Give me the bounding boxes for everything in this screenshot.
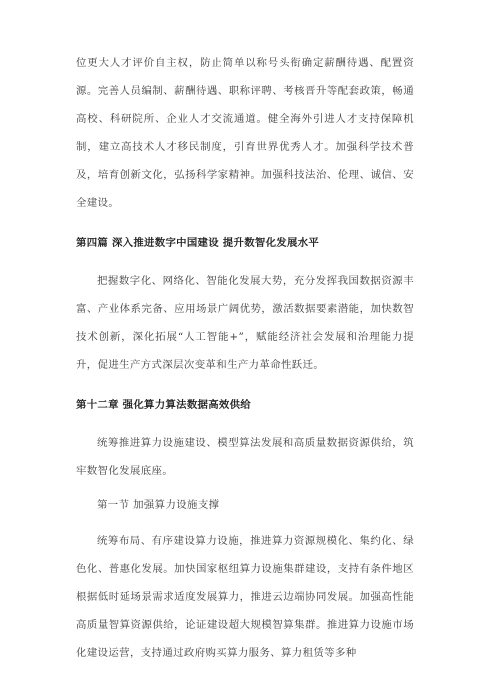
section-heading: 第一节 加强算力设施支撑 xyxy=(97,499,220,511)
paragraph-digital-china: 把握数字化、网络化、智能化发展大势，充分发挥我国数据资源丰富、产业体系完备、应用场景广阔优势，激活数据要素潜能，加快数智技术创新，深化拓展“人工智能+”，赋能经济社会发展和治理能力提升，促进生产方式深层次变革和生产力革命性跃迁。 xyxy=(76,275,414,371)
paragraph-chapter-intro: 统筹推进算力设施建设、模型算法发展和高质量数据资源供给，筑牢数智化发展底座。 xyxy=(76,437,414,477)
chapter-heading: 第十二章 强化算力算法数据高效供给 xyxy=(76,399,251,411)
part-heading: 第四篇 深入推进数字中国建设 提升数智化发展水平 xyxy=(76,237,320,249)
paragraph-talent-policy: 位更大人才评价自主权，防止简单以称号头衔确定薪酬待遇、配置资源。完善人员编制、薪酬待遇、职称评聘、考核晋升等配套政策，畅通高校、科研院所、企业人才交流通道。健全海外引进人才支持保障机制，建立高技术人才移民制度，引育世界优秀人才。加强科学技术普及，培育创新文化，弘扬科学家精神。加强科技法治、伦理、诚信、安全建设。 xyxy=(76,57,414,209)
paragraph-computing-infrastructure: 统筹布局、有序建设算力设施，推进算力资源规模化、集约化、绿色化、普惠化发展。加快国家枢纽算力设施集群建设，支持有条件地区根据低时延场景需求适度发展算力，推进云边端协同发展。加强高性能高质量智算资源供给，论证建设超大规模智算集群。推进算力设施市场化建设运营，支持通过政府购买算力服务、算力租赁等多种 xyxy=(76,535,414,659)
